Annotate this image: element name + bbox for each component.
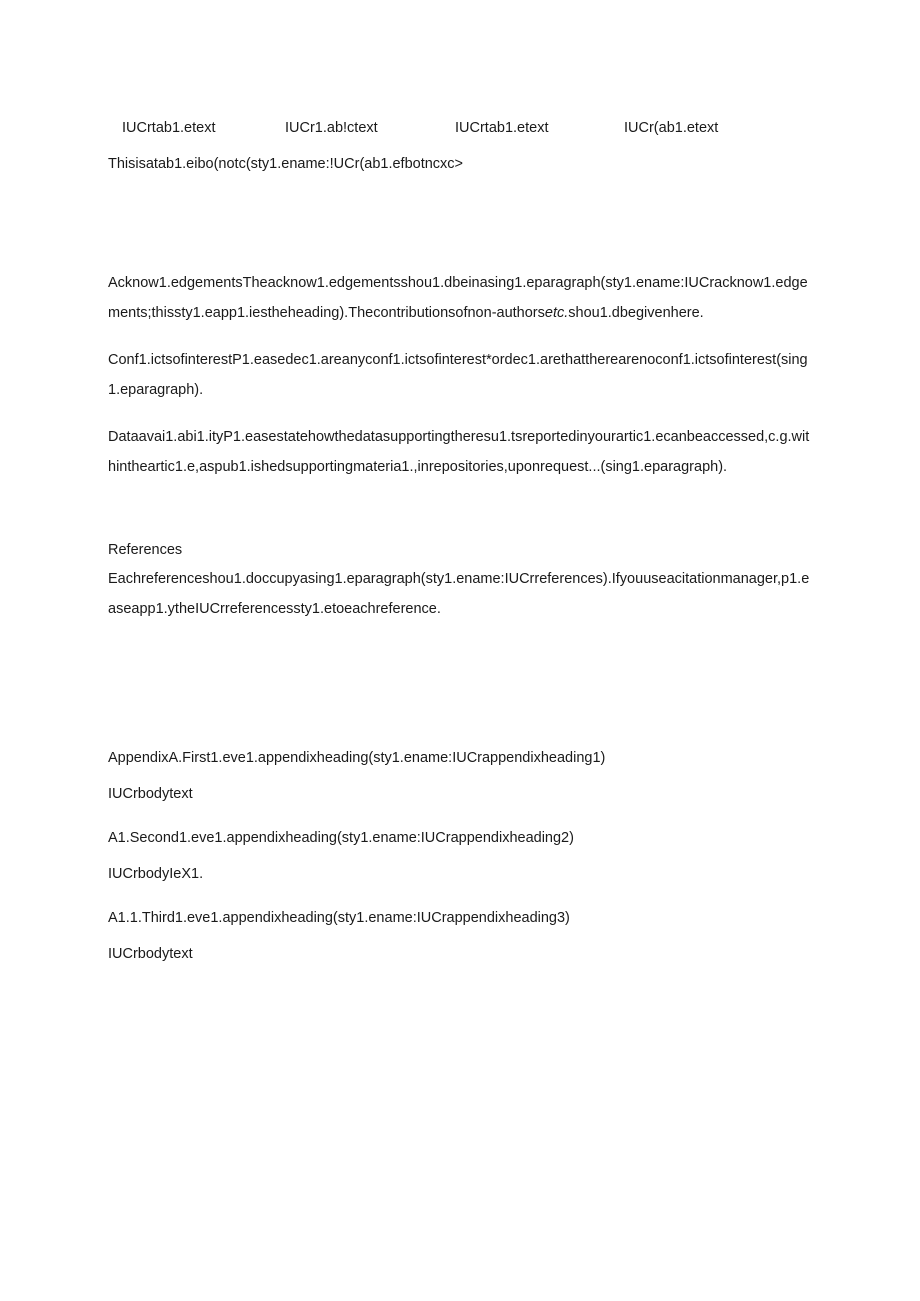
table-footnote: Thisisatab1.eibo(notc(sty1.ename:!UCr(ab1.efbotncxc> xyxy=(108,156,464,172)
table-row xyxy=(0,120,920,140)
appendix-heading-2: A1.Second1.eve1.appendixheading(sty1.ename:IUCrappendixheading2) xyxy=(108,830,574,846)
appendix-body-text: IUCrbodytext xyxy=(108,946,193,962)
conflicts-of-interest-paragraph: Conf1.ictsofinterestP1.easedec1.areanyconf1.ictsofinterest*ordec1.arethattherearenoconf1.ictsofinterest(sing1.eparagraph). xyxy=(108,352,808,398)
acknowledgements-italic: etc. xyxy=(544,304,569,321)
appendix-body-text: IUCrbodyIeX1. xyxy=(108,866,204,882)
data-availability-paragraph: Dataavai1.abi1.ityP1.easestatehowthedatasupportingtheresu1.tsreportedinyourartic1.ecanbeaccessed,c.g.withintheartic1.e,aspub1.ishedsupportingmateria1.,inrepositories,uponrequest...(sing1.eparagraph). xyxy=(108,429,810,475)
appendix-body-text: IUCrbodytext xyxy=(108,786,193,802)
table-cell: IUCr(ab1.etext xyxy=(624,120,719,136)
acknowledgements-text-end: shou1.dbegivenhere. xyxy=(568,304,704,321)
table-cell: IUCr1.ab!ctext xyxy=(285,120,378,136)
acknowledgements-text: Acknow1.edgementsTheacknow1.edgementsshou1.dbeinasing1.eparagraph(sty1.ename:IUCracknow1.edgements;thissty1.eapp1.iestheheading).Thecontributionsofnon-authors xyxy=(108,275,808,321)
table-cell: IUCrtab1.etext xyxy=(122,120,216,136)
appendix-heading-3: A1.1.Third1.eve1.appendixheading(sty1.ename:IUCrappendixheading3) xyxy=(108,910,570,926)
references-paragraph: Eachreferenceshou1.doccupyasing1.eparagraph(sty1.ename:IUCrreferences).Ifyouuseacitationmanager,p1.easeapp1.ytheIUCrreferencessty1.etoeachreference. xyxy=(108,571,810,617)
references-heading: References xyxy=(108,542,183,558)
table-cell: IUCrtab1.etext xyxy=(455,120,549,136)
acknowledgements-paragraph xyxy=(108,269,813,328)
appendix-heading-1: AppendixA.First1.eve1.appendixheading(sty1.ename:IUCrappendixheading1) xyxy=(108,750,606,766)
